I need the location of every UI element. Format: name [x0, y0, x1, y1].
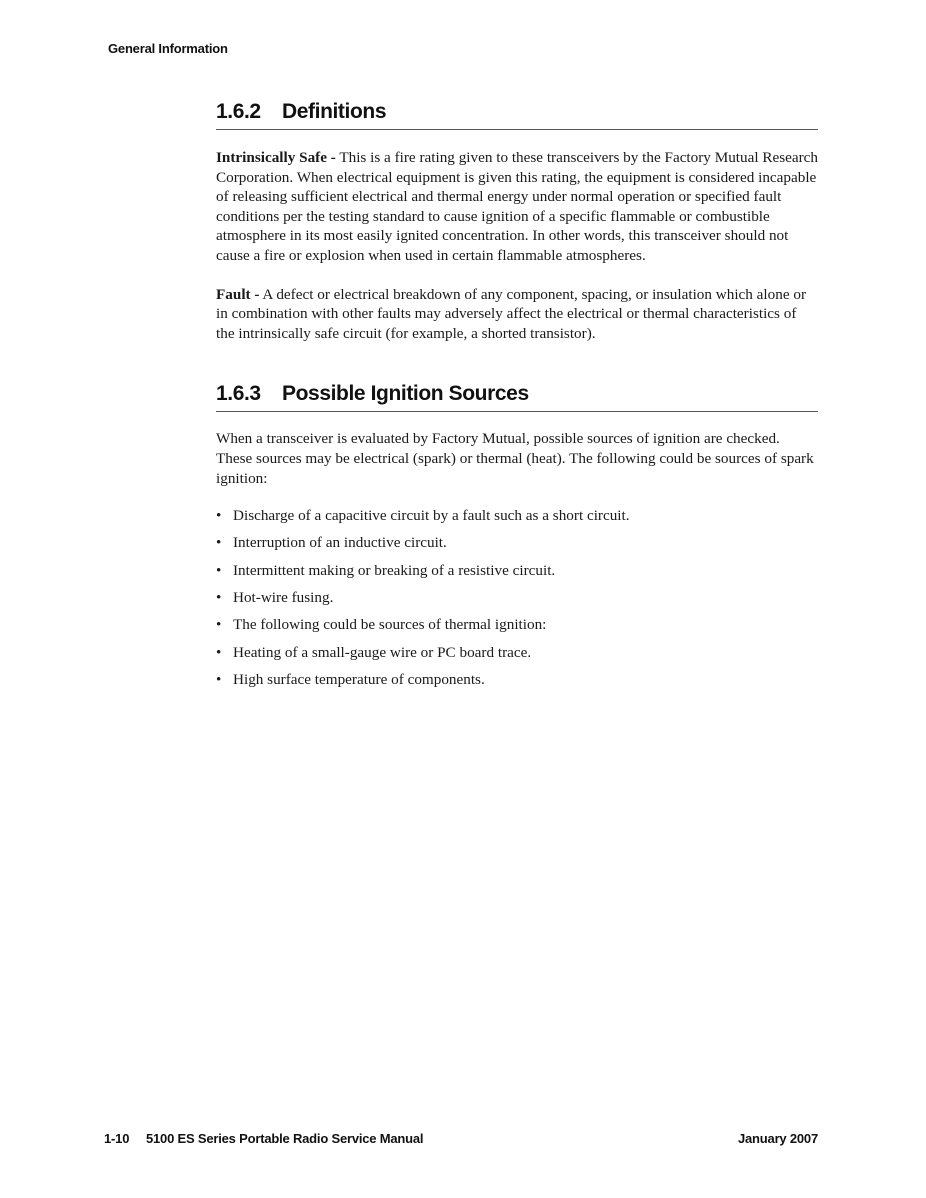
section-number: 1.6.3	[216, 382, 261, 406]
ignition-intro-paragraph: When a transceiver is evaluated by Factory Mutual, possible sources of ignition are checked. These sources may be electrical (spark) or thermal (heat). The following could be sources of spark ignition:	[216, 430, 814, 487]
bullet-icon: •	[216, 616, 222, 634]
bullet-icon: •	[216, 670, 222, 688]
definition-text: This is a fire rating given to these transceivers by the Factory Mutual Research Corporation. When electrical equipment is given this rating, the equipment is considered incapable of releasing sufficient electrical and thermal energy under normal operation or specified fault conditions per the testing standard to cause ignition of a specific flammable or combustible atmosphere in its most easily ignited concentration. In other words, this transceiver should not cause a fire or explosion when used in certain flammable atmospheres.	[216, 149, 819, 264]
manual-title: 5100 ES Series Portable Radio Service Manual	[146, 1131, 424, 1146]
definition-text: A defect or electrical breakdown of any component, spacing, or insulation which alone or in combination with other faults may adversely affect the electrical or thermal characteristics of the intrinsically safe circuit (for example, a shorted transistor).	[216, 285, 807, 342]
running-head: General Information	[108, 41, 228, 56]
page-content	[216, 100, 818, 697]
list-item: • The following could be sources of thermal ignition:	[216, 616, 547, 634]
section-number: 1.6.2	[216, 100, 261, 123]
list-item: • Intermittent making or breaking of a resistive circuit.	[216, 561, 556, 579]
definition-fault	[216, 285, 818, 344]
definition-intrinsically-safe	[216, 148, 818, 266]
bullet-icon: •	[216, 561, 222, 579]
ignition-sources-list	[216, 506, 818, 697]
list-item: • Hot-wire fusing.	[216, 589, 334, 607]
section-heading-ignition-sources	[216, 382, 818, 412]
publication-date: January 2007	[738, 1131, 818, 1146]
section-title: Definitions	[282, 100, 387, 123]
bullet-icon: •	[216, 589, 222, 607]
bullet-icon: •	[216, 643, 222, 661]
list-item: • Interruption of an inductive circuit.	[216, 534, 447, 552]
section-heading-definitions	[216, 100, 818, 130]
list-item: • Discharge of a capacitive circuit by a fault such as a short circuit.	[216, 507, 630, 525]
page-footer	[104, 1131, 818, 1146]
bullet-icon: •	[216, 507, 222, 525]
page-number: 1-10	[104, 1131, 130, 1146]
list-item: • High surface temperature of components.	[216, 670, 485, 688]
list-item: • Heating of a small-gauge wire or PC board trace.	[216, 643, 532, 661]
bullet-icon: •	[216, 534, 222, 552]
definition-term: Intrinsically Safe -	[216, 149, 336, 166]
section-title: Possible Ignition Sources	[282, 382, 529, 406]
definition-term: Fault -	[216, 285, 260, 303]
